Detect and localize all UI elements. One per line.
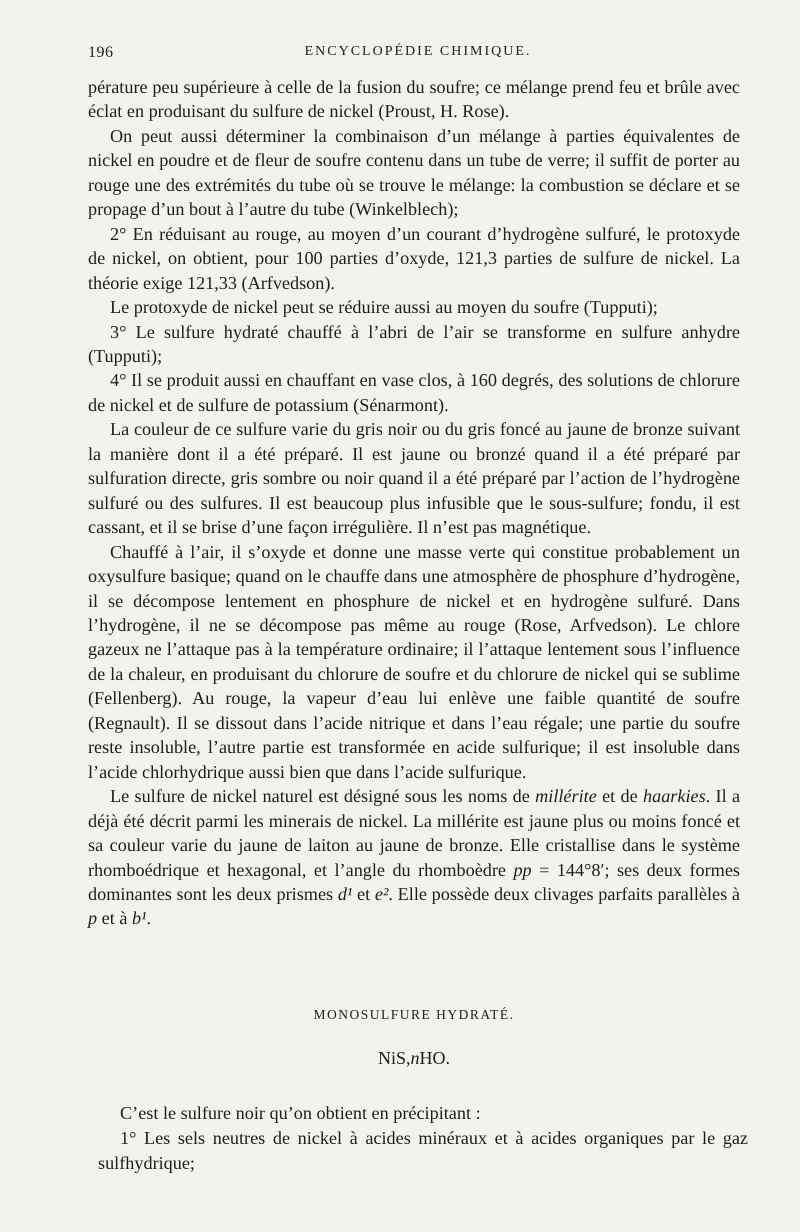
text-run: . Il a déjà été décrit parmi les minerais de nickel. La millérite est jaune plus ou moins foncé et sa couleur varie du jaune de laiton au jaune de bronze. Elle cristallise dans le système rhomboédrique et hexagonal, et l’angle du rhomboèdre: [88, 786, 741, 880]
face-symbol: b¹: [131, 908, 147, 929]
chemical-formula: [88, 1048, 740, 1069]
formula-prefix: NiS,: [377, 1048, 411, 1068]
paragraph: 2° En réduisant au rouge, au moyen d’un courant d’hydrogène sulfuré, le protoxyde de nickel, on obtient, pour 100 parties d’oxyde, 121,3 parties de sulfure de nickel. La théorie exige 121,33 (Arfvedson).: [88, 223, 740, 293]
text-run: Le sulfure de nickel naturel est désigné sous les noms de: [110, 786, 536, 807]
main-text: [88, 75, 740, 931]
text-run: .: [146, 908, 152, 929]
text-run: . Elle possède deux clivages parfaits parallèles à: [388, 883, 740, 904]
section-heading: MONOSULFURE HYDRATÉ.: [313, 1007, 515, 1022]
text-run: = 144°8′; ses deux formes dominantes sont les deux prismes: [88, 859, 740, 904]
paragraph: La couleur de ce sulfure varie du gris noir ou du gris foncé au jaune de bronze suivant la manière dont il a été préparé. Il est jaune ou bronzé quand il a été préparé par sulfuration directe, gris sombre ou noir quand il a été préparé par l’action de l’hydrogène sulfuré ou des sulfures. Il est beaucoup plus infusible que le sous-sulfure; fondu, il est cassant, et il se brise d’une façon irrégulière. Il n’est pas magnétique.: [88, 419, 740, 538]
paragraph: Chauffé à l’air, il s’oxyde et donne une masse verte qui constitue probablement un oxysulfure basique; quand on le chauffe dans une atmosphère de phosphure d’hydrogène, il se décompose lentement en phosphure de nickel et en hydrogène sulfuré. Dans l’hydrogène, il ne se décompose pas même au rouge (Rose, Arfvedson). Le chlore gazeux ne l’attaque pas à la température ordinaire; il l’attaque lentement sous l’influence de la chaleur, en produisant du chlorure de soufre et du chlorure de nickel qui se sublime (Fellenberg). Au rouge, la vapeur d’eau lui enlève une faible quantité de soufre (Regnault). Il se dissout dans l’acide nitrique et dans l’eau régale; une partie du soufre reste insoluble, l’autre partie est transformée en acide sulfurique; il est insoluble dans l’acide chlorhydrique aussi bien que dans l’acide sulfurique.: [88, 541, 740, 782]
paragraph: C’est le sulfure noir qu’on obtient en précipitant :: [120, 1103, 481, 1123]
prism-symbol: e²: [374, 883, 389, 904]
mineral-name: millérite: [535, 786, 597, 807]
running-title: ENCYCLOPÉDIE CHIMIQUE.: [304, 44, 532, 59]
text-run: et de: [596, 786, 644, 807]
paragraph: Le protoxyde de nickel peut se réduire aussi au moyen du soufre (Tupputi);: [110, 297, 658, 318]
section-text: [98, 1101, 748, 1176]
paragraph: 1° Les sels neutres de nickel à acides minéraux et à acides organiques par le gaz sulfhydrique;: [98, 1128, 748, 1173]
paragraph: 4° Il se produit aussi en chauffant en vase clos, à 160 degrés, des solutions de chlorure de nickel et de sulfure de potassium (Sénarmont).: [88, 370, 740, 415]
page-header: [88, 44, 748, 68]
paragraph: pérature peu supérieure à celle de la fusion du soufre; ce mélange prend feu et brûle avec éclat en produisant du sulfure de nickel (Proust, H. Rose).: [88, 77, 740, 122]
text-run: et à: [97, 908, 132, 929]
page-number: 196: [88, 44, 114, 61]
angle-symbol: pp: [513, 859, 532, 880]
formula-suffix: HO.: [419, 1048, 450, 1068]
paragraph: 3° Le sulfure hydraté chauffé à l’abri de l’air se transforme en sulfure anhydre (Tupputi);: [88, 321, 740, 366]
face-symbol: p: [88, 908, 98, 929]
text-run: et: [352, 883, 375, 904]
paragraph: On peut aussi déterminer la combinaison d’un mélange à parties équivalentes de nickel en poudre et de fleur de soufre contenu dans un tube de verre; il suffit de porter au rouge une des extrémités du tube où se trouve le mélange: la combustion se déclare et se propage d’un bout à l’autre du tube (Winkelblech);: [88, 125, 740, 220]
formula-variable: n: [410, 1048, 420, 1068]
mineral-paragraph: [88, 784, 740, 931]
prism-symbol: d¹: [337, 883, 353, 904]
mineral-name: haarkies: [643, 786, 706, 807]
